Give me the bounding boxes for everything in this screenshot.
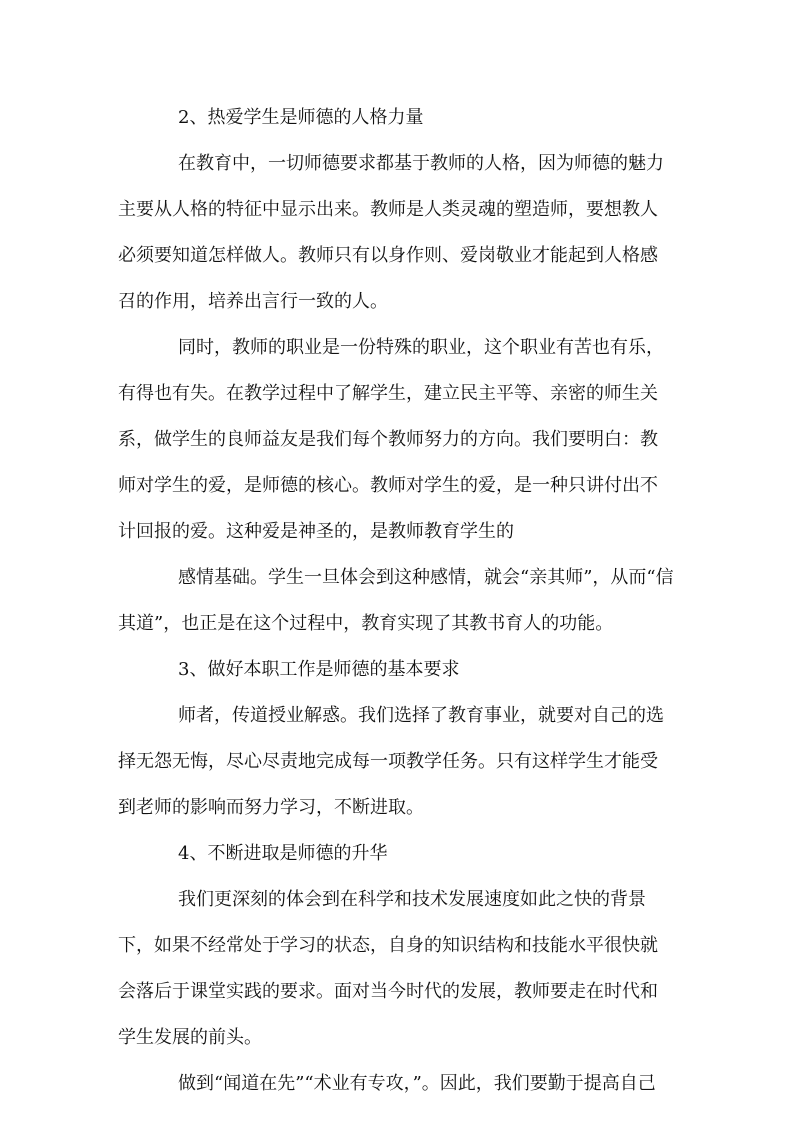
paragraph-6 [118, 1066, 678, 1102]
paragraph-2 [118, 330, 678, 550]
text-line: 感情基础。学生一旦体会到这种感情，就会“亲其师”，从而“信 [178, 567, 674, 588]
text-line: 召的作用，培养出言行一致的人。 [118, 291, 388, 312]
text-line: 主要从人格的特征中显示出来。教师是人类灵魂的塑造师，要想教人 [118, 199, 658, 220]
paragraph-1 [118, 146, 678, 320]
text-line: 做到“闻道在先”“术业有专攻，”。因此，我们要勤于提高自己 [178, 1073, 656, 1094]
text-line: 系，做学生的良师益友是我们每个教师努力的方向。我们要明白：教 [118, 429, 658, 450]
paragraph-3 [118, 560, 678, 642]
section-heading-2: 2、热爱学生是师德的人格力量 [178, 107, 424, 128]
text-line: 计回报的爱。这种爱是神圣的，是教师教育学生的 [118, 521, 514, 542]
text-line: 师者，传道授业解惑。我们选择了教育事业，就要对自己的选 [178, 705, 664, 726]
section-heading-4: 4、不断进取是师德的升华 [178, 843, 388, 864]
text-line: 下，如果不经常处于学习的状态，自身的知识结构和技能水平很快就 [118, 935, 658, 956]
section-heading-3: 3、做好本职工作是师德的基本要求 [178, 659, 460, 680]
text-line: 同时，教师的职业是一份特殊的职业，这个职业有苦也有乐， [178, 337, 664, 358]
text-line: 有得也有失。在教学过程中了解学生，建立民主平等、亲密的师生关 [118, 383, 658, 404]
paragraph-4 [118, 698, 678, 826]
text-line: 其道”，也正是在这个过程中，教育实现了其教书育人的功能。 [118, 613, 614, 634]
text-line: 必须要知道怎样做人。教师只有以身作则、爱岗敬业才能起到人格感 [118, 245, 658, 266]
text-line: 我们更深刻的体会到在科学和技术发展速度如此之快的背景 [178, 889, 646, 910]
text-line: 学生发展的前头。 [118, 1027, 262, 1048]
text-line: 到老师的影响而努力学习，不断进取。 [118, 797, 424, 818]
text-line: 择无怨无悔，尽心尽责地完成每一项教学任务。只有这样学生才能受 [118, 751, 658, 772]
text-line: 师对学生的爱，是师德的核心。教师对学生的爱，是一种只讲付出不 [118, 475, 658, 496]
document-body [118, 100, 678, 1102]
paragraph-5 [118, 882, 678, 1056]
text-line: 会落后于课堂实践的要求。面对当今时代的发展，教师要走在时代和 [118, 981, 658, 1002]
text-line: 在教育中，一切师德要求都基于教师的人格，因为师德的魅力 [178, 153, 664, 174]
